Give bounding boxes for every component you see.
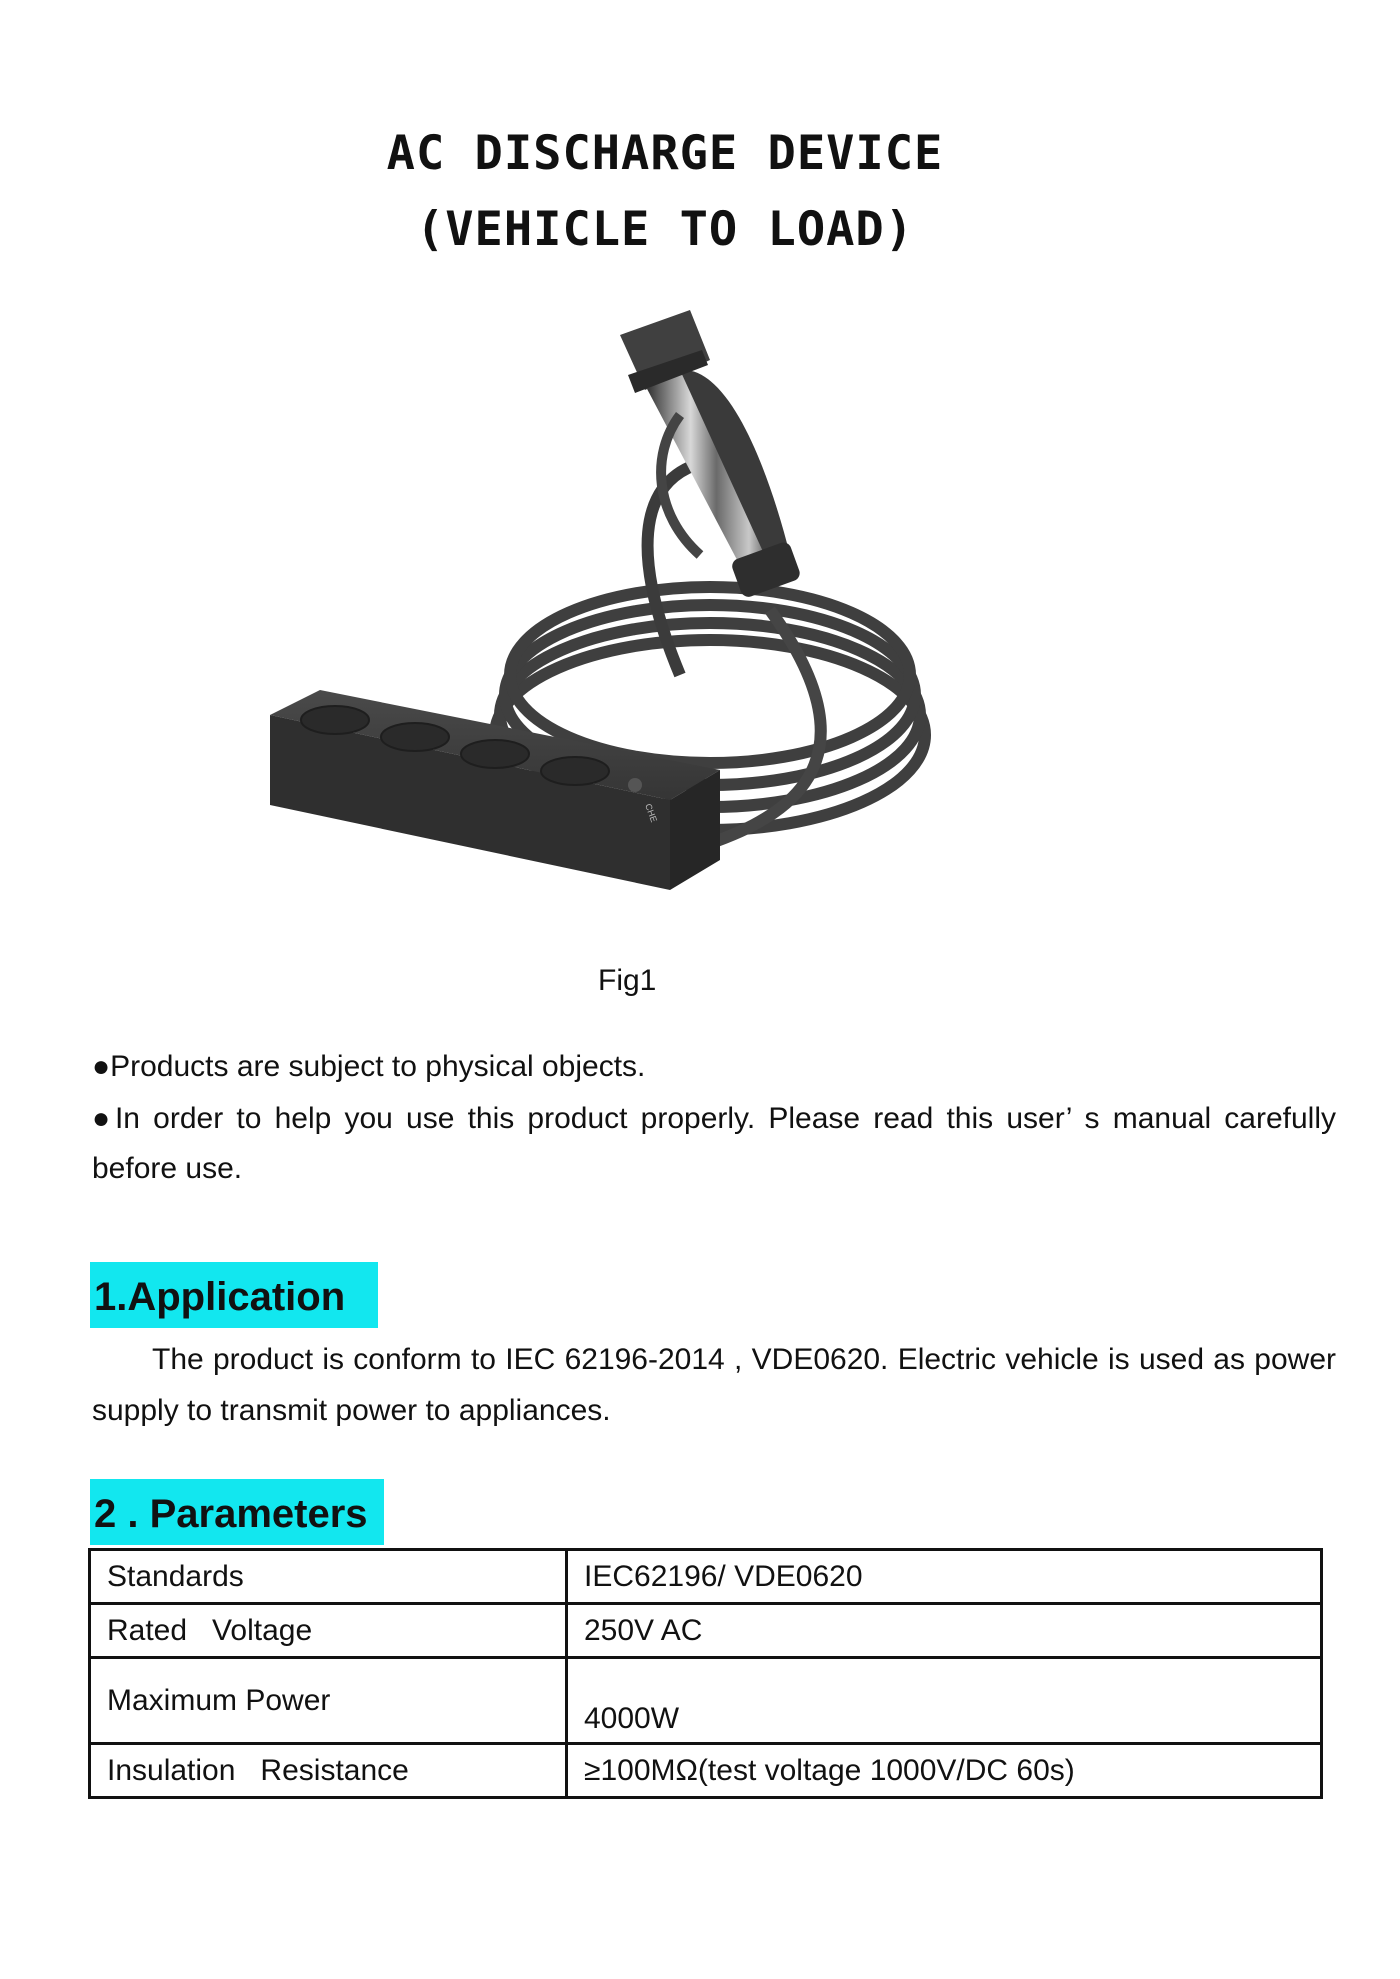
product-illustration (250, 305, 1050, 935)
section-heading-application: 1.Application (90, 1262, 378, 1328)
param-label: Insulation Resistance (90, 1744, 567, 1798)
param-label: Standards (90, 1550, 567, 1604)
param-value: ≥100MΩ(test voltage 1000V/DC 60s) (567, 1744, 1322, 1798)
param-value: 4000W (567, 1658, 1322, 1744)
table-row (90, 1658, 1322, 1744)
param-label: Maximum Power (90, 1658, 567, 1744)
table-row (90, 1744, 1322, 1798)
note-item: ●In order to help you use this product properly. Please read this user’ s manual carefully before use. (92, 1102, 1336, 1185)
parameters-table (88, 1548, 1323, 1799)
table-row (90, 1550, 1322, 1604)
table-row (90, 1604, 1322, 1658)
svg-text:CHE: CHE (643, 802, 660, 824)
param-value: 250V AC (567, 1604, 1322, 1658)
page-subtitle: (VEHICLE TO LOAD) (415, 202, 915, 257)
application-text: The product is conform to IEC 62196-2014 , VDE0620. Electric vehicle is used as power supply to transmit power to appliances. (92, 1343, 1336, 1427)
param-value: IEC62196/ VDE0620 (567, 1550, 1322, 1604)
section-heading-parameters: 2 . Parameters (90, 1479, 384, 1545)
page-title: AC DISCHARGE DEVICE (386, 126, 944, 181)
param-label: Rated Voltage (90, 1604, 567, 1658)
figure-caption: Fig1 (598, 964, 657, 997)
note-item: ●Products are subject to physical objects. (92, 1050, 646, 1083)
